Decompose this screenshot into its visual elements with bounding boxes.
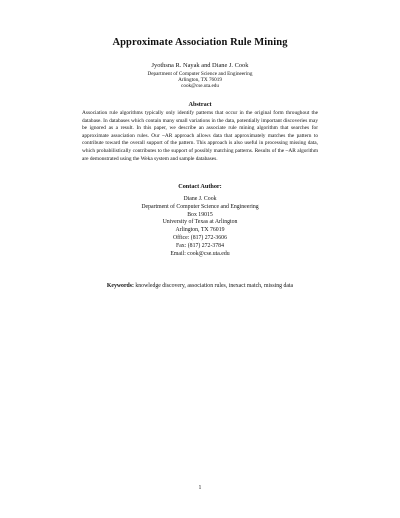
contact-city: Arlington, TX 76019 bbox=[175, 227, 225, 234]
abstract-heading: Abstract bbox=[188, 101, 212, 108]
contact-fax: Fax: (817) 272-3784 bbox=[176, 242, 224, 249]
contact-email: Email: cook@cse.uta.edu bbox=[170, 250, 230, 257]
abstract-body: Association rule algorithms typically only identify patterns that occur in the original form throughout the database. In databases which contain many small variations in the data, potentially important discoveries may be ignored as a result. In this paper, we describe an associate rule mining algorithm that searches for approximate association rules. Our ~AR approach allows data that approximately matches the pattern to contribute toward the overall support of the pattern. This approach is also useful in processing missing data, which probabilistically contributes to the support of possibly matching patterns. Results of the ~AR algorithm are demonstrated using the Weka system and sample databases. bbox=[82, 110, 318, 162]
keywords-text: knowledge discovery, association rules, inexact match, missing data bbox=[133, 283, 294, 289]
keywords-line bbox=[0, 283, 400, 289]
page-number: 1 bbox=[198, 485, 202, 491]
author-names: Jyothsna R. Nayak and Diane J. Cook bbox=[151, 62, 249, 69]
contact-department: Department of Computer Science and Engineering bbox=[141, 203, 259, 210]
author-affiliation-department: Department of Computer Science and Engineering bbox=[147, 71, 253, 77]
keywords-label: Keywords: bbox=[106, 283, 134, 289]
contact-name: Diane J. Cook bbox=[183, 196, 217, 202]
author-affiliation-city: Arlington, TX 76019 bbox=[178, 77, 222, 83]
contact-university: University of Texas at Arlington bbox=[162, 219, 238, 226]
contact-box: Box 19015 bbox=[187, 211, 213, 218]
paper-title: Approximate Association Rule Mining bbox=[112, 37, 288, 48]
contact-office-phone: Office: (817) 272-3606 bbox=[173, 235, 227, 241]
contact-author-heading: Contact Author: bbox=[178, 183, 222, 190]
author-affiliation-email: cook@cse.uta.edu bbox=[181, 83, 219, 89]
